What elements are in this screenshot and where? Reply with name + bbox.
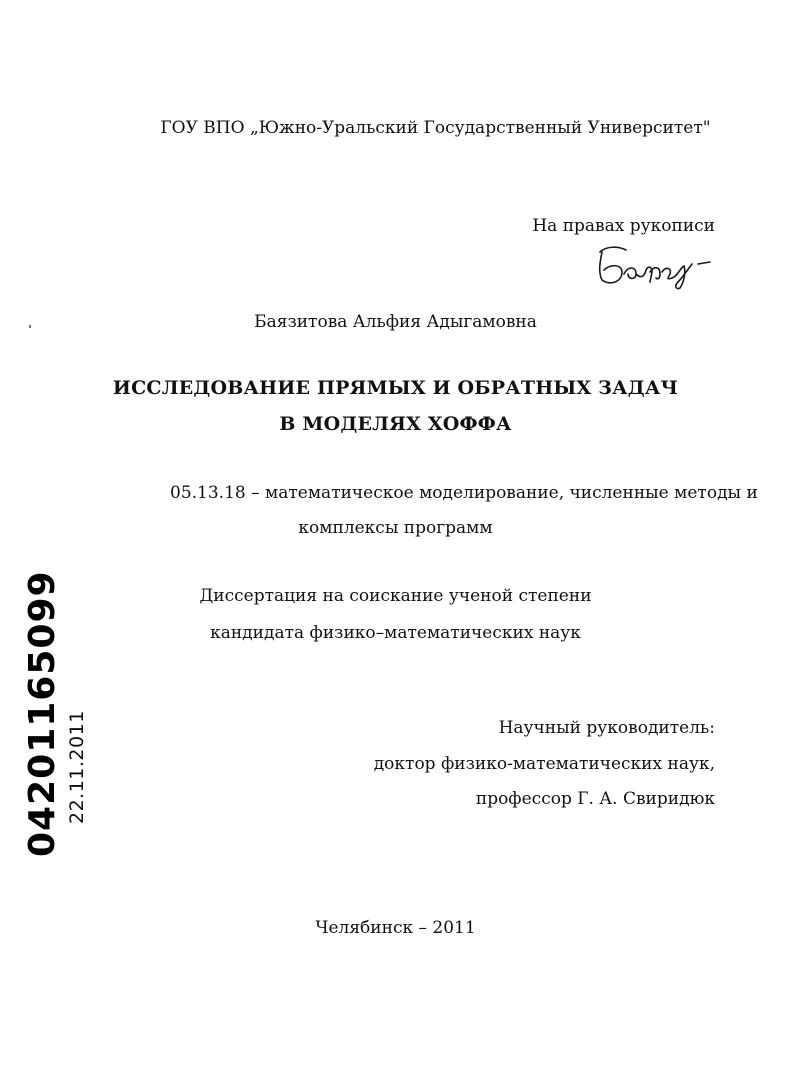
supervisor-degree: доктор физико-математических наук,	[373, 754, 715, 774]
dissertation-title-line-1: ИССЛЕДОВАНИЕ ПРЯМЫХ И ОБРАТНЫХ ЗАДАЧ	[112, 377, 679, 399]
degree-statement-line-1: Диссертация на соискание ученой степени	[199, 586, 592, 606]
library-stamp	[10, 570, 110, 858]
dissertation-title-line-2: В МОДЕЛЯХ ХОФФА	[279, 413, 512, 435]
manuscript-rights-note: На правах рукописи	[532, 216, 715, 236]
city-and-year: Челябинск – 2011	[315, 918, 476, 938]
author-name: Баязитова Альфия Адыгамовна	[254, 312, 537, 332]
supervisor-name: профессор Г. А. Свиридюк	[475, 789, 715, 809]
stamp-number: 04201165099	[22, 570, 63, 857]
stamp-date: 22.11.2011	[66, 710, 88, 824]
specialty-code-line-1: 05.13.18 – математическое моделирование, численные методы и	[170, 483, 758, 503]
specialty-code-line-2: комплексы программ	[298, 518, 493, 538]
degree-statement-line-2: кандидата физико–математических наук	[210, 623, 581, 643]
handwritten-signature	[588, 242, 718, 290]
organization-name: ГОУ ВПО „Южно-Уральский Государственный Университет"	[160, 118, 711, 138]
supervisor-label: Научный руководитель:	[498, 718, 715, 738]
